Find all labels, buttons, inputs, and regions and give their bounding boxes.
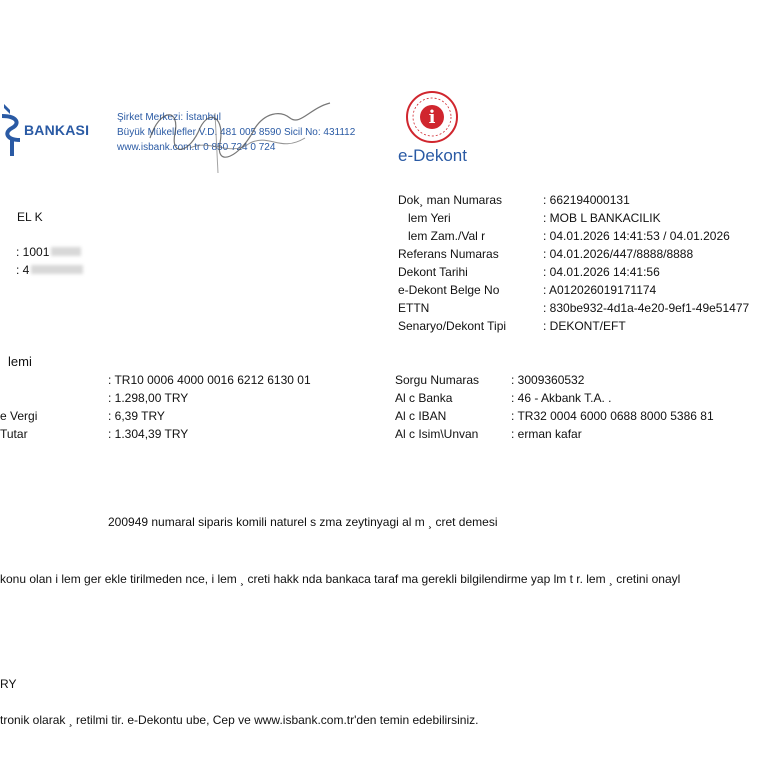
isbank-emblem-icon [0,100,26,158]
left-detail-value: : TR10 0006 4000 0016 6212 6130 01 [108,373,311,387]
right-detail-value: : 3009360532 [511,373,585,387]
right-detail-row [395,407,768,425]
doc-info-label: Referans Numaras [398,247,499,261]
left-detail-value: : 1.298,00 TRY [108,391,189,405]
doc-info-row [398,227,768,245]
right-detail-row [395,425,768,443]
doc-info-value: : 04.01.2026 14:41:53 / 04.01.2026 [543,229,730,243]
doc-info-row [398,191,768,209]
left-detail-label: Tutar [0,427,28,441]
e-dekont-seal-icon [405,90,459,144]
section-title: lemi [8,354,32,369]
bank-logo [0,100,110,160]
left-detail-row [0,371,390,389]
currency-fragment: RY [0,677,17,691]
doc-info-value: : 04.01.2026/447/8888/8888 [543,247,694,261]
hq-line-1: Şirket Merkezi: İstanbul [117,112,221,123]
doc-title: e-Dekont [398,146,467,165]
fee-notice: konu olan i lem ger ekle tirilmeden nce, i lem ¸ creti hakk nda bankaca taraf ma gerekli bilgilendirme yap lm t r. lem ¸ cretini onayl [0,572,681,586]
doc-info-value: : DEKONT/EFT [543,319,626,333]
doc-info-row [398,263,768,281]
left-detail-value: : 1.304,39 TRY [108,427,189,441]
left-detail-value: : 6,39 TRY [108,409,165,423]
doc-info-row [398,317,768,335]
right-detail-value: : 46 - Akbank T.A. . [511,391,612,405]
doc-info-label: lem Zam./Val r [408,229,486,243]
transaction-description: 200949 numaral siparis komili naturel s zma zeytinyagi al m ¸ cret demesi [108,515,498,529]
doc-info-label: Dok¸ man Numaras [398,193,503,207]
doc-info-value: : MOB L BANKACILIK [543,211,661,225]
doc-info-label: lem Yeri [408,211,451,225]
doc-info-row [398,245,768,263]
doc-info-label: Senaryo/Dekont Tipi [398,319,507,333]
customer-line-2: : 4 [16,263,83,277]
right-detail-row [395,389,768,407]
right-detail-label: Sorgu Numaras [395,373,480,387]
right-detail-label: Al c Isim\Unvan [395,427,479,441]
hq-line-2: Büyük Mükellefler V.D. 481 005 8590 Sicil No: 431112 [117,127,356,138]
doc-info-row [398,281,768,299]
hq-line-3: www.isbank.com.tr 0 850 724 0 724 [117,142,276,153]
doc-info-label: ETTN [398,301,430,315]
customer-line-1: : 1001 [16,245,81,259]
left-detail-row [0,425,390,443]
right-detail-label: Al c IBAN [395,409,447,423]
doc-info-value: : A012026019171174 [543,283,657,297]
svg-text:i: i [428,107,436,128]
doc-info-row [398,299,768,317]
signature-icon [130,98,350,178]
footer-note: tronik olarak ¸ retilmi tir. e-Dekontu ube, Cep ve www.isbank.com.tr'den temin edebilirsiniz. [0,713,479,727]
right-detail-value: : erman kafar [511,427,582,441]
doc-info-label: Dekont Tarihi [398,265,468,279]
doc-info-value: : 662194000131 [543,193,630,207]
doc-info-label: e-Dekont Belge No [398,283,500,297]
doc-info-row [398,209,768,227]
right-detail-value: : TR32 0004 6000 0688 8000 5386 81 [511,409,714,423]
right-detail-row [395,371,768,389]
left-detail-row [0,389,390,407]
customer-name: EL K [17,210,43,224]
bank-name: BANKASI [24,122,90,138]
doc-info-value: : 04.01.2026 14:41:56 [543,265,660,279]
left-detail-label: e Vergi [0,409,38,423]
left-detail-row [0,407,390,425]
doc-info-value: : 830be932-4d1a-4e20-9ef1-49e51477 [543,301,750,315]
right-detail-label: Al c Banka [395,391,453,405]
